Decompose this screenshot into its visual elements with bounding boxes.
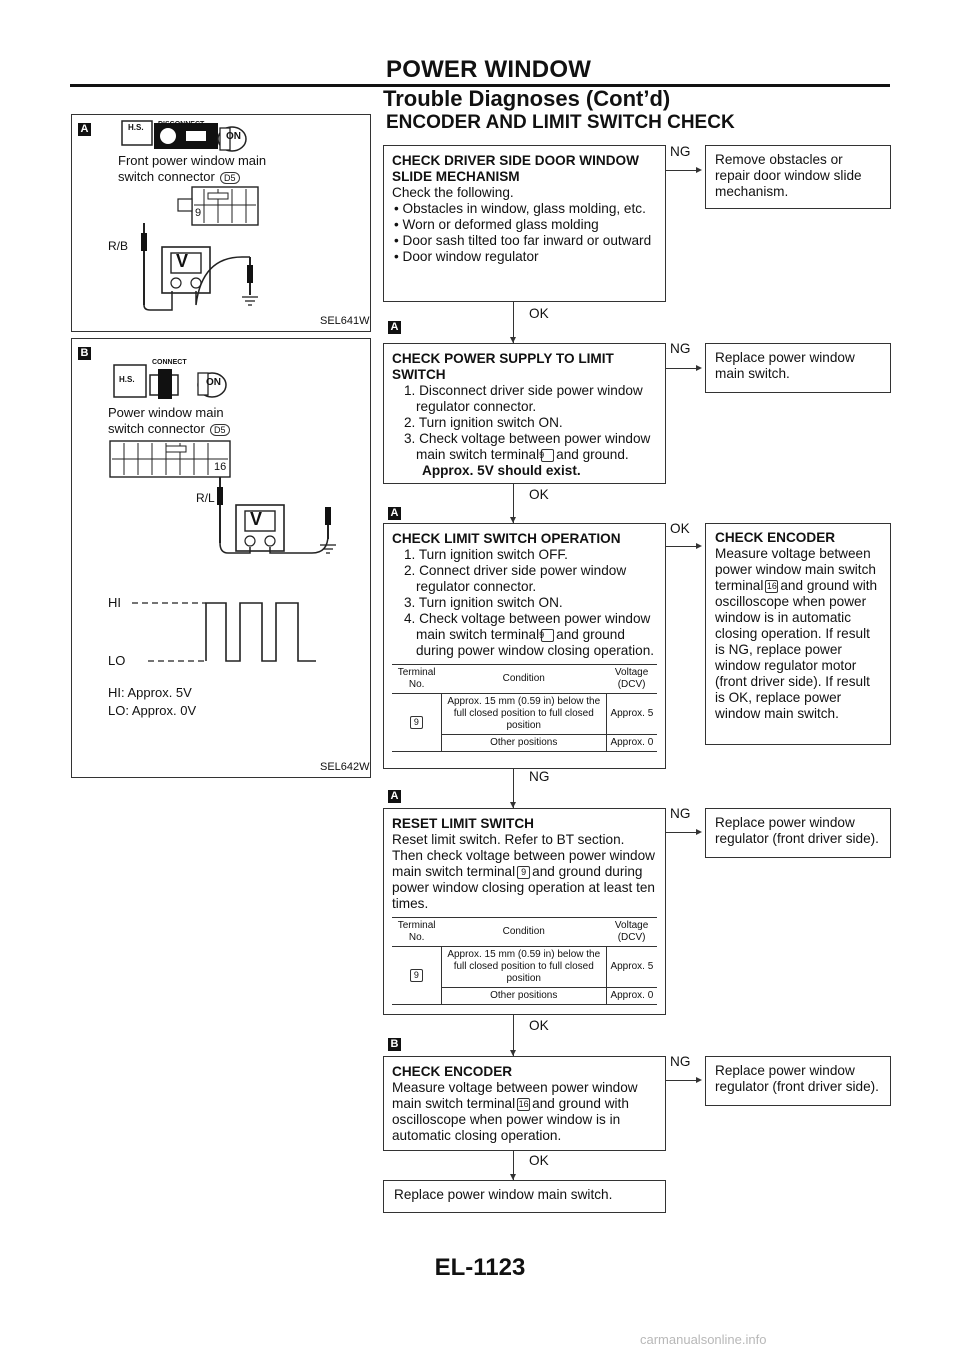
step-5-text: Measure voltage between power window main switch terminal 16 and ground with oscilloscope when power window is in automatic closing operation. xyxy=(392,1080,638,1143)
step-1-result xyxy=(705,145,891,209)
step-5-result-text: Replace power window regulator (front driver side). xyxy=(715,1063,879,1094)
table-cell: Approx. 15 mm (0.59 in) below the full closed position to full closed position xyxy=(441,947,606,988)
connector-line xyxy=(666,170,696,171)
step-5-side-label: NG xyxy=(670,1054,691,1069)
step-2-side-label: NG xyxy=(670,341,691,356)
watermark: carmanualsonline.info xyxy=(640,1332,767,1347)
step-3-item: 3. Turn ignition switch ON. xyxy=(404,595,563,610)
step-4-marker: A xyxy=(388,790,401,803)
figure-a-on-label: ON xyxy=(226,131,241,142)
arrow-right-icon xyxy=(696,543,702,549)
table-header: Condition xyxy=(441,918,606,947)
figure-a-terminal: 9 xyxy=(195,207,202,219)
step-1-bullet: • Worn or deformed glass molding xyxy=(394,217,599,232)
table-cell: Approx. 0 xyxy=(606,735,657,752)
table-cell: Other positions xyxy=(441,735,606,752)
step-3-item: 4. Check voltage between power window main switch terminal9 and ground during power window closing operation. xyxy=(404,611,655,658)
table-cell-terminal: 9 xyxy=(392,694,441,752)
step-1-down-label: OK xyxy=(529,306,549,321)
table-cell: Other positions xyxy=(441,988,606,1005)
connector-line xyxy=(666,368,696,369)
step-2-item: 2. Turn ignition switch ON. xyxy=(404,415,563,430)
step-2-box xyxy=(383,343,666,484)
page-header-subtitle: Trouble Diagnoses (Cont’d) xyxy=(383,86,671,111)
figure-b-hi-note: HI: Approx. 5V xyxy=(108,685,192,700)
figure-a-disconnect-label: DISCONNECT xyxy=(158,121,205,128)
table-row xyxy=(392,694,657,735)
step-1-bullet: • Door window regulator xyxy=(394,249,539,264)
step-4-result xyxy=(705,808,891,858)
table-row xyxy=(392,947,657,988)
figure-a-connector-line1: Front power window main xyxy=(118,153,267,168)
figure-b-connect-label: CONNECT xyxy=(152,359,187,366)
section-title: ENCODER AND LIMIT SWITCH CHECK xyxy=(386,112,735,133)
figure-b-connector-line2: switch connector xyxy=(108,421,205,436)
step-2-down-label: OK xyxy=(529,487,549,502)
table-header: Voltage (DCV) xyxy=(606,665,657,694)
step-4-side-label: NG xyxy=(670,806,691,821)
voltmeter-icon: V xyxy=(250,509,263,529)
figure-b-wire: R/L xyxy=(196,491,215,505)
step-2-title: CHECK POWER SUPPLY TO LIMIT SWITCH xyxy=(392,351,614,382)
step-1-result-text: Remove obstacles or repair door window slide mechanism. xyxy=(715,152,862,199)
figure-b-marker: B xyxy=(78,347,91,360)
step-4-title: RESET LIMIT SWITCH xyxy=(392,816,534,831)
step-3-item: 2. Connect driver side power window regulator connector. xyxy=(404,563,627,594)
step-2-item: 1. Disconnect driver side power window regulator connector. xyxy=(404,383,643,414)
step-2-marker: A xyxy=(388,321,401,334)
step-2-bold-line: Approx. 5V should exist. xyxy=(422,463,581,478)
step-1-bullet: • Obstacles in window, glass molding, etc. xyxy=(394,201,646,216)
voltmeter-icon: V xyxy=(176,251,189,271)
table-header: Voltage (DCV) xyxy=(606,918,657,947)
figure-a-diagram xyxy=(72,115,372,333)
final-step-text: Replace power window main switch. xyxy=(394,1187,613,1202)
step-4-voltage-table xyxy=(392,917,657,1005)
step-5-marker: B xyxy=(388,1038,401,1051)
step-5-box xyxy=(383,1056,666,1151)
table-header: Terminal No. xyxy=(392,918,441,947)
step-3-marker: A xyxy=(388,507,401,520)
figure-b xyxy=(71,338,371,778)
table-header: Condition xyxy=(441,665,606,694)
figure-a-caption: SEL641W xyxy=(320,315,370,327)
step-2-item: 3. Check voltage between power window main switch terminal9 and ground. xyxy=(404,431,651,462)
figure-b-on-label: ON xyxy=(206,377,221,388)
arrow-right-icon xyxy=(696,365,702,371)
step-1-box xyxy=(383,145,666,302)
figure-b-connector-id: D5 xyxy=(210,424,230,436)
step-1-title: CHECK DRIVER SIDE DOOR WINDOW SLIDE MECHANISM xyxy=(392,153,639,184)
table-cell-terminal: 9 xyxy=(392,947,441,1005)
table-header-row xyxy=(392,665,657,694)
table-cell: Approx. 5 xyxy=(606,694,657,735)
step-3-box xyxy=(383,523,666,769)
table-header: Terminal No. xyxy=(392,665,441,694)
step-3-item: 1. Turn ignition switch OFF. xyxy=(404,547,568,562)
connector-line xyxy=(666,832,696,833)
figure-a-connector-id: D5 xyxy=(220,172,240,184)
step-5-result xyxy=(705,1056,891,1106)
figure-a-marker: A xyxy=(78,123,91,136)
table-cell: Approx. 15 mm (0.59 in) below the full closed position to full closed position xyxy=(441,694,606,735)
figure-b-hi-label: HI xyxy=(108,595,121,610)
table-cell: Approx. 5 xyxy=(606,947,657,988)
step-3-result-title: CHECK ENCODER xyxy=(715,530,836,545)
step-3-title: CHECK LIMIT SWITCH OPERATION xyxy=(392,531,621,546)
step-3-voltage-table xyxy=(392,664,657,752)
step-2-result-text: Replace power window main switch. xyxy=(715,350,855,381)
step-4-text: Reset limit switch. Refer to BT section. Then check voltage between power window main switch terminal 9 and ground during power window closing operation at least ten times. xyxy=(392,832,655,911)
figure-a-wire: R/B xyxy=(108,239,129,253)
arrow-right-icon xyxy=(696,829,702,835)
connector-line xyxy=(666,546,696,547)
table-header-row xyxy=(392,918,657,947)
figure-b-terminal: 16 xyxy=(214,461,227,473)
step-5-down-label: OK xyxy=(529,1153,549,1168)
step-1-bullet: • Door sash tilted too far inward or outward xyxy=(394,233,652,248)
figure-b-connector-line1: Power window main xyxy=(108,405,224,420)
step-5-title: CHECK ENCODER xyxy=(392,1064,513,1079)
step-4-box xyxy=(383,808,666,1015)
step-1-text: Check the following. xyxy=(392,185,514,200)
step-3-side-label: OK xyxy=(670,521,690,536)
arrow-right-icon xyxy=(696,1077,702,1083)
connector-line xyxy=(666,1080,696,1081)
step-3-result-text: If result is OK, replace power window main switch. xyxy=(715,674,870,721)
step-2-result xyxy=(705,343,891,393)
step-1-side-label: NG xyxy=(670,144,691,159)
step-4-down-label: OK xyxy=(529,1018,549,1033)
figure-b-caption: SEL642W xyxy=(320,761,370,773)
final-step-box xyxy=(383,1180,666,1213)
figure-b-lo-note: LO: Approx. 0V xyxy=(108,703,197,718)
figure-b-lo-label: LO xyxy=(108,653,126,668)
step-3-result xyxy=(705,523,891,745)
step-4-result-text: Replace power window regulator (front driver side). xyxy=(715,815,879,846)
page-header-title: POWER WINDOW xyxy=(386,56,592,83)
figure-a-connector-line2: switch connector xyxy=(118,169,215,184)
arrow-right-icon xyxy=(696,167,702,173)
page-number: EL-1123 xyxy=(434,1254,526,1281)
step-3-down-label: NG xyxy=(529,769,550,784)
figure-b-hs-label: H.S. xyxy=(119,375,135,384)
figure-a xyxy=(71,114,371,332)
table-cell: Approx. 0 xyxy=(606,988,657,1005)
step-3-result-text: Measure voltage between power window main switch terminal 16 and ground with oscilloscope when power window is in automatic closing operation. If result is NG, replace power window regulator motor (front driver side). xyxy=(715,546,878,689)
figure-a-hs-label: H.S. xyxy=(128,123,144,132)
